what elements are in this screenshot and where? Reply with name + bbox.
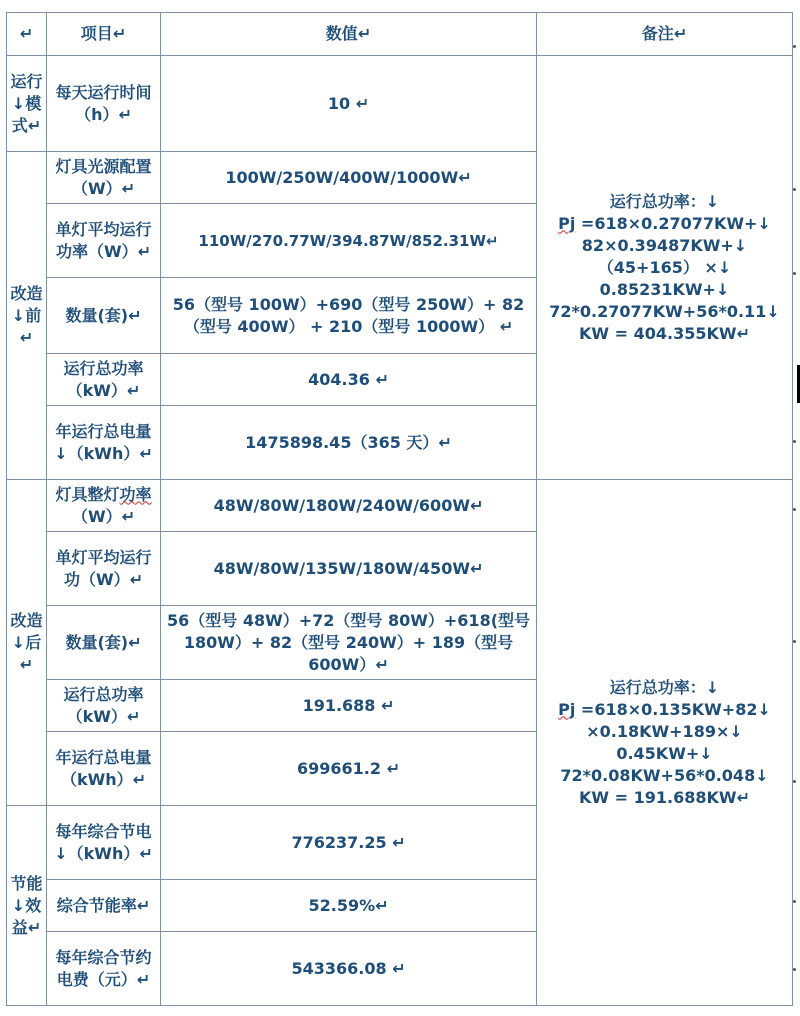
item-text: 功率 (119, 484, 152, 504)
header-row (7, 13, 793, 56)
note-line: 82×0.39487KW+↓ (581, 235, 748, 255)
item-cell: 年运行总电量↓（kWh）↵ (47, 406, 161, 480)
value-cell: 404.36 ↵ (161, 354, 537, 406)
note-line: KW = 191.688KW↵ (579, 787, 750, 807)
note-symbol: Pj (558, 213, 576, 233)
item-text: （W）↵ (71, 506, 136, 526)
header-value: 数值↵ (161, 13, 537, 56)
margin-dot (793, 780, 796, 783)
margin-dot (793, 900, 796, 903)
item-cell: 综合节能率↵ (47, 880, 161, 932)
note-line (539, 213, 790, 235)
margin-dot (793, 272, 796, 275)
value-cell: 10 ↵ (161, 56, 537, 152)
note-line: 72*0.08KW+56*0.048↓ (560, 765, 769, 785)
table-row (7, 56, 793, 152)
note-line: ×0.18KW+189×↓ (586, 721, 743, 741)
value-cell: 100W/250W/400W/1000W↵ (161, 152, 537, 204)
value-cell: 699661.2 ↵ (161, 732, 537, 806)
header-item: 项目↵ (47, 13, 161, 56)
item-cell: 运行总功率（kW）↵ (47, 354, 161, 406)
value-cell: 191.688 ↵ (161, 680, 537, 732)
note-after (537, 480, 793, 1006)
note-line: KW = 404.355KW↵ (579, 323, 750, 343)
note-before (537, 56, 793, 480)
header-blank: ↵ (7, 13, 47, 56)
margin-dot (793, 640, 796, 643)
group-mode: 运行↓模式↵ (7, 56, 47, 152)
item-cell: 每天运行时间（h）↵ (47, 56, 161, 152)
item-cell: 单灯平均运行功率（W）↵ (47, 204, 161, 278)
note-line: 0.45KW+↓ (616, 743, 713, 763)
value-cell: 56（型号 100W）+690（型号 250W）+ 82（型号 400W） + 210（型号 1000W） ↵ (161, 278, 537, 354)
table-row (7, 480, 793, 532)
note-text: =618×0.27077KW+↓ (575, 213, 771, 233)
note-line: 运行总功率：↓ (609, 677, 720, 697)
item-cell: 数量(套)↵ (47, 606, 161, 680)
margin-dot (793, 188, 796, 191)
margin-dot (793, 968, 796, 971)
value-cell: 48W/80W/135W/180W/450W↵ (161, 532, 537, 606)
group-benefit: 节能↓效益↵ (7, 806, 47, 1006)
note-line: 0.85231KW+↓ (599, 279, 730, 299)
item-cell: 运行总功率（kW）↵ (47, 680, 161, 732)
value-cell: 56（型号 48W）+72（型号 80W）+618(型号 180W）+ 82（型号 240W）+ 189（型号 600W）↵ (161, 606, 537, 680)
note-line: 72*0.27077KW+56*0.11↓ (549, 301, 780, 321)
value-cell: 48W/80W/180W/240W/600W↵ (161, 480, 537, 532)
note-line: 运行总功率：↓ (609, 191, 720, 211)
value-cell: 776237.25 ↵ (161, 806, 537, 880)
note-line: （45+165） ×↓ (597, 257, 732, 277)
item-cell: 单灯平均运行功（W）↵ (47, 532, 161, 606)
item-cell: 数量(套)↵ (47, 278, 161, 354)
group-after: 改造↓后↵ (7, 480, 47, 806)
margin-dot (793, 440, 796, 443)
item-text: 灯具整灯 (55, 484, 120, 504)
item-cell: 每年综合节约电费（元）↵ (47, 932, 161, 1006)
margin-dot (793, 508, 796, 511)
value-cell: 1475898.45（365 天）↵ (161, 406, 537, 480)
note-symbol: Pj (558, 699, 576, 719)
group-before: 改造↓前↵ (7, 152, 47, 480)
note-line (539, 699, 790, 721)
value-cell: 52.59%↵ (161, 880, 537, 932)
item-cell: 年运行总电量（kWh）↵ (47, 732, 161, 806)
item-cell: 每年综合节电↓（kWh）↵ (47, 806, 161, 880)
value-cell: 110W/270.77W/394.87W/852.31W↵ (161, 204, 537, 278)
item-cell: 灯具光源配置（W）↵ (47, 152, 161, 204)
energy-table (6, 12, 793, 1006)
item-cell (47, 480, 161, 532)
note-text: =618×0.135KW+82↓ (575, 699, 771, 719)
header-note: 备注↵ (537, 13, 793, 56)
margin-dot (793, 45, 796, 48)
value-cell: 543366.08 ↵ (161, 932, 537, 1006)
